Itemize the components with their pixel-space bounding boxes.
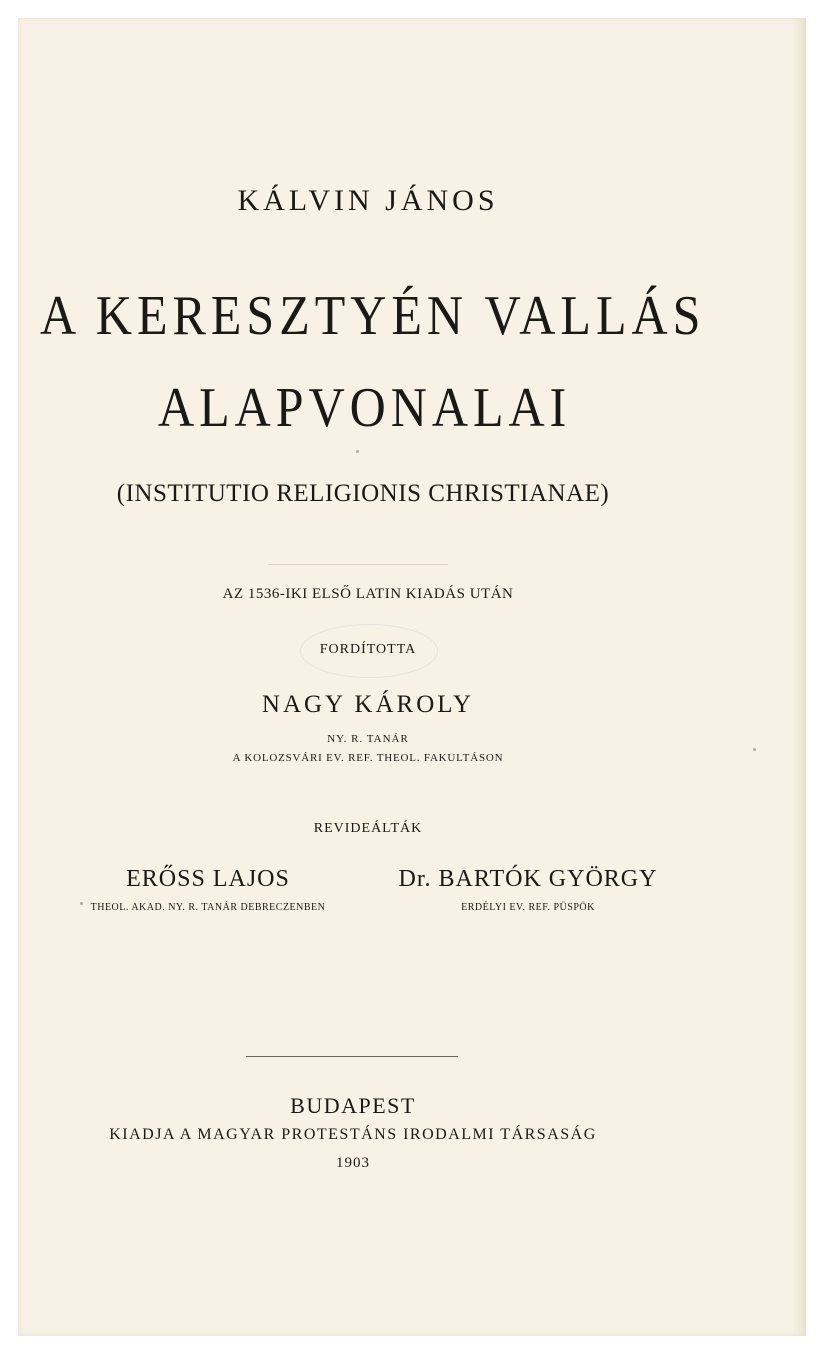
revised-by-label: REVIDEÁLTÁK <box>313 821 423 836</box>
imprint-divider <box>246 1056 458 1057</box>
imprint-year: 1903 <box>336 1155 370 1171</box>
title-page <box>18 18 806 1336</box>
book-title-line-2: ALAPVONALAI <box>158 375 572 439</box>
translator-name: NAGY KÁROLY <box>261 691 475 718</box>
paper-speck <box>356 450 359 453</box>
reviser-name-1: ERŐSS LAJOS <box>126 866 290 892</box>
faint-divider <box>268 564 448 565</box>
translator-title-1: NY. R. TANÁR <box>327 733 409 745</box>
imprint-publisher: KIADJA A MAGYAR PROTESTÁNS IRODALMI TÁRSASÁG <box>109 1126 597 1143</box>
reviser-title-1: THEOL. AKAD. NY. R. TANÁR DEBRECZENBEN <box>90 902 326 913</box>
imprint-city: BUDAPEST <box>290 1093 416 1118</box>
reviser-name-2: Dr. BARTÓK GYÖRGY <box>398 866 658 892</box>
paper-speck <box>753 748 756 751</box>
page-edge-shadow <box>792 18 806 1336</box>
translator-title-2: A KOLOZSVÁRI EV. REF. THEOL. FAKULTÁSON <box>232 752 504 764</box>
reviser-title-2: ERDÉLYI EV. REF. PÜSPÖK <box>461 902 595 913</box>
translated-by-label: FORDÍTOTTA <box>319 642 417 657</box>
author-name: KÁLVIN JÁNOS <box>237 184 499 217</box>
latin-title: (INSTITUTIO RELIGIONIS CHRISTIANAE) <box>116 480 610 507</box>
edition-note: AZ 1536-IKI ELSŐ LATIN KIADÁS UTÁN <box>222 586 514 602</box>
paper-speck <box>80 902 83 905</box>
book-title-line-1: A KERESZTYÉN VALLÁS <box>40 283 706 347</box>
